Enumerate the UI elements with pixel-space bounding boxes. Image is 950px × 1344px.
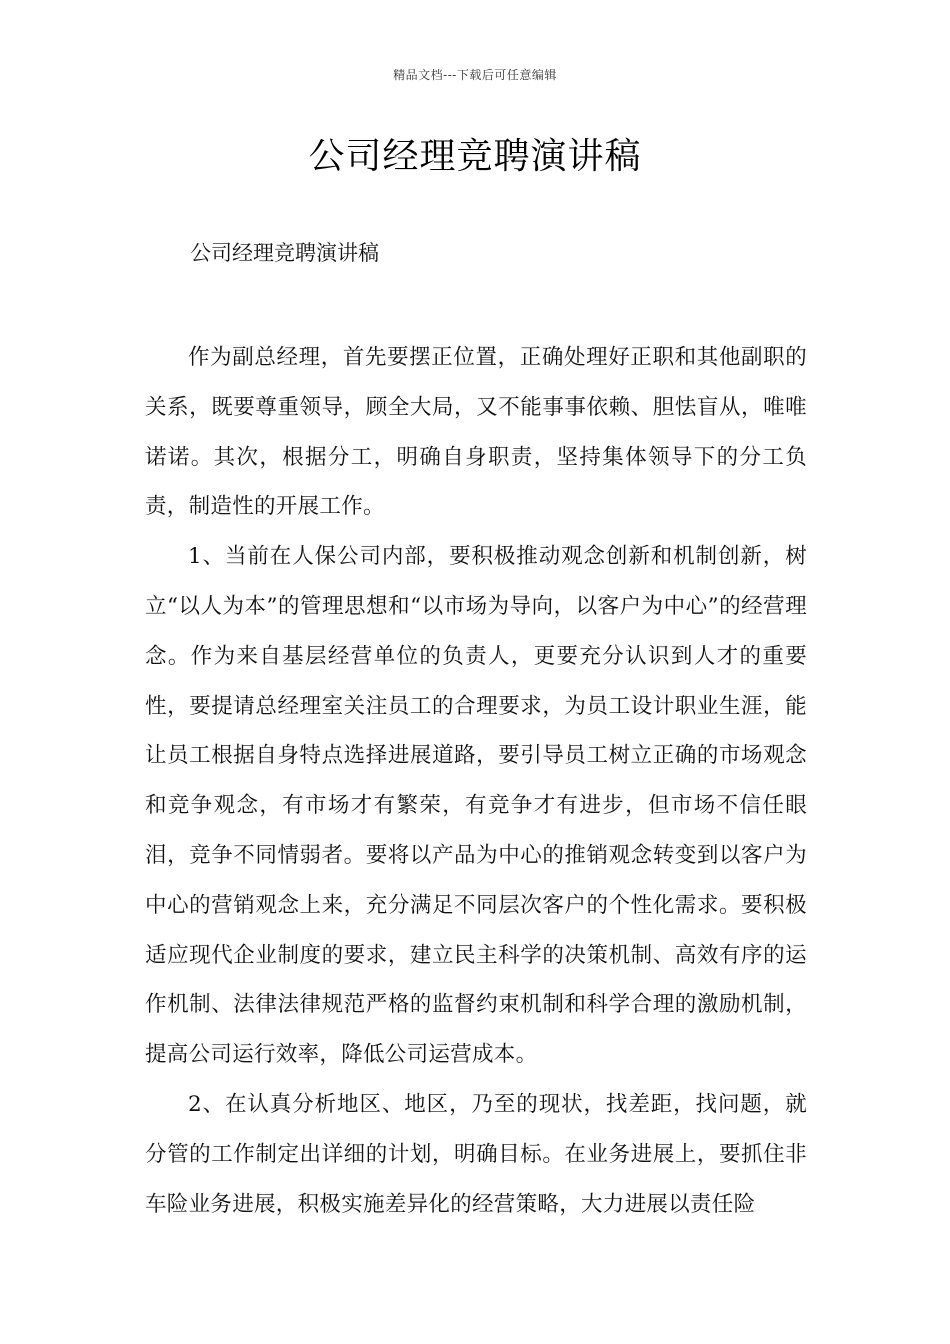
document-body (145, 333, 807, 1229)
header-note: 精品文档---下载后可任意编辑 (393, 68, 557, 82)
document-subtitle: 公司经理竞聘演讲稿 (190, 241, 379, 265)
document-title: 公司经理竞聘演讲稿 (308, 136, 642, 177)
paragraph: 1、当前在人保公司内部，要积极推动观念创新和机制创新，树立“以人为本”的管理思想和“以市场为导向，以客户为中心”的经营理念。作为来自基层经营单位的负责人，更要充分认识到人才的重要性，要提请总经理室关注员工的合理要求，为员工设计职业生涯，能让员工根据自身特点选择进展道路，要引导员工树立正确的市场观念和竞争观念，有市场才有繁荣，有竞争才有进步，但市场不信任眼泪，竞争不同情弱者。要将以产品为中心的推销观念转变到以客户为中心的营销观念上来，充分满足不同层次客户的个性化需求。要积极适应现代企业制度的要求，建立民主科学的决策机制、高效有序的运作机制、法律法律规范严格的监督约束机制和科学合理的激励机制，提高公司运行效率，降低公司运营成本。 (145, 544, 807, 1068)
paragraph: 2、在认真分析地区、地区，乃至的现状，找差距，找问题，就分管的工作制定出详细的计划，明确目标。在业务进展上，要抓住非车险业务进展，积极实施差异化的经营策略，大力进展以责任险 (145, 1091, 807, 1217)
paragraph: 作为副总经理，首先要摆正位置，正确处理好正职和其他副职的关系，既要尊重领导，顾全大局，又不能事事依赖、胆怯盲从，唯唯诺诺。其次，根据分工，明确自身职责，坚持集体领导下的分工负责，制造性的开展工作。 (145, 345, 807, 520)
